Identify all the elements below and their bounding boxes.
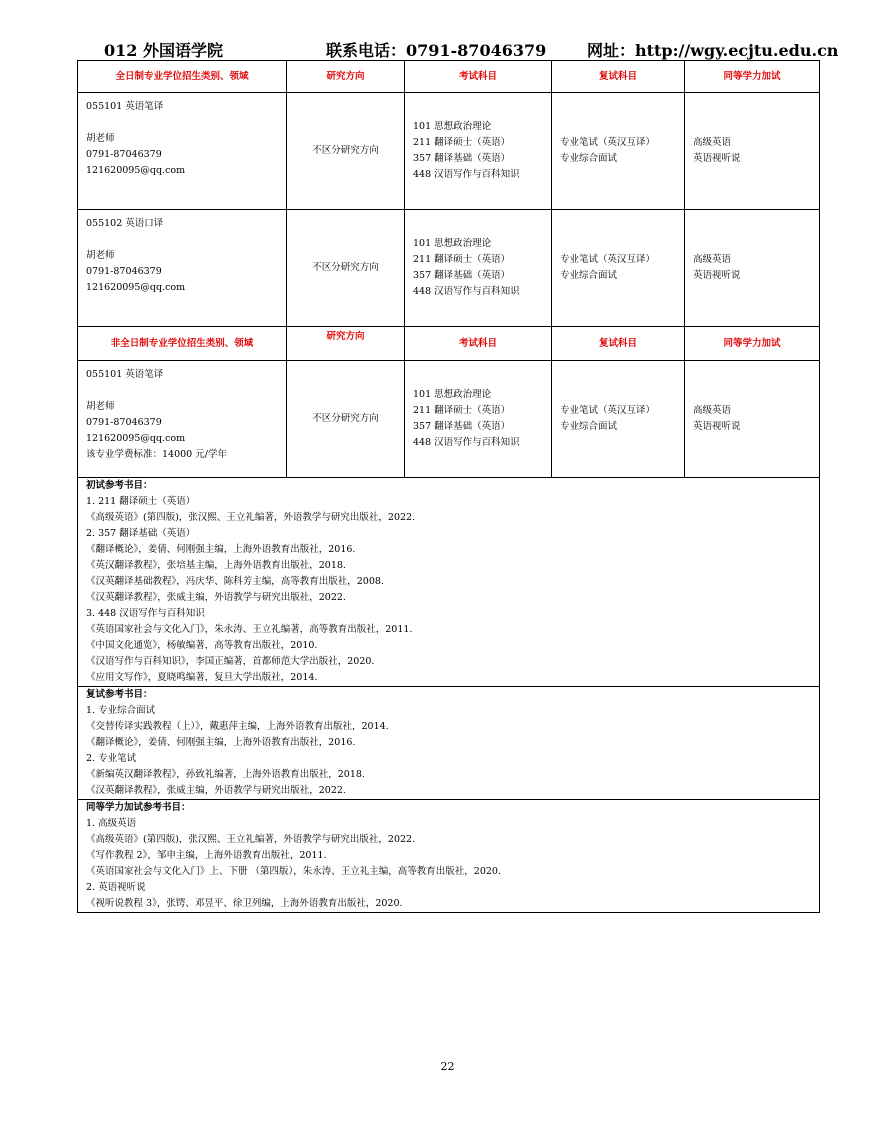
equiv-refs: [78, 800, 820, 913]
program-direction: 不区分研究方向: [287, 361, 405, 478]
header-category: 全日制专业学位招生类别、领域: [78, 61, 287, 93]
ref-line: 1. 211 翻译硕士（英语）: [86, 496, 196, 507]
exam-item: 357 翻译基础（英语）: [413, 421, 511, 432]
program-email[interactable]: 121620095@qq.com: [86, 165, 186, 176]
equiv-refs-row: [78, 800, 820, 913]
ref-line: 《英汉翻译教程》，张培基主编，上海外语教育出版社，2018.: [86, 560, 346, 571]
ref-line: 《高级英语》(第四版)，张汉熙、王立礼编著，外语教学与研究出版社，2022.: [86, 512, 416, 523]
header-retest: 复试科目: [552, 61, 685, 93]
table-row: [78, 93, 820, 210]
page-number: 22: [440, 1060, 455, 1073]
program-retest: [552, 361, 685, 478]
header-direction: 研究方向: [287, 61, 405, 93]
table-row: [78, 210, 820, 327]
equiv-refs-title: 同等学力加试参考书目：: [86, 802, 191, 813]
program-exams: [405, 210, 552, 327]
department-title: 012 外国语学院: [104, 41, 223, 60]
retest-item: 专业综合面试: [560, 270, 618, 281]
program-contact: 胡老师: [86, 133, 115, 144]
program-extra: [685, 210, 820, 327]
ref-line: 《汉英翻译教程》，张威主编，外语教学与研究出版社，2022.: [86, 592, 346, 603]
ref-line: 《视听说教程 3》，张锷、邓昱平、徐卫列编，上海外语教育出版社，2020.: [86, 898, 403, 909]
retest-refs-title: 复试参考书目：: [86, 689, 153, 700]
program-retest: [552, 210, 685, 327]
exam-item: 211 翻译硕士（英语）: [413, 254, 511, 265]
ref-line: 《汉英翻译教程》，张威主编，外语教学与研究出版社，2022.: [86, 785, 346, 796]
retest-item: 专业笔试（英汉互译）: [560, 405, 656, 416]
exam-item: 211 翻译硕士（英语）: [413, 137, 511, 148]
ref-line: 《英语国家社会与文化入门》，朱永涛、王立礼编著，高等教育出版社，2011.: [86, 624, 413, 635]
contact-phone: 联系电话：0791-87046379: [326, 41, 547, 60]
initial-refs-row: [78, 478, 820, 687]
exam-item: 101 思想政治理论: [413, 238, 492, 249]
ref-line: 《英语国家社会与文化入门》上、下册 （第四版），朱永涛、王立礼主编，高等教育出版社，2020.: [86, 866, 501, 877]
program-direction: 不区分研究方向: [287, 210, 405, 327]
program-code: 055101 英语笔译: [86, 101, 164, 112]
program-extra: [685, 361, 820, 478]
header-direction: 研究方向: [287, 327, 405, 361]
initial-refs-title: 初试参考书目：: [86, 480, 153, 491]
ref-line: 2. 英语视听说: [86, 882, 146, 893]
website-link[interactable]: 网址：http://wgy.ecjtu.edu.cn: [587, 41, 839, 60]
program-direction: 不区分研究方向: [287, 93, 405, 210]
ref-line: 《应用文写作》，夏晓鸣编著，复旦大学出版社，2014.: [86, 672, 318, 683]
extra-item: 英语视听说: [693, 270, 741, 281]
admissions-table: [77, 60, 820, 913]
program-extra: [685, 93, 820, 210]
extra-item: 高级英语: [693, 137, 732, 148]
header-exams: 考试科目: [405, 327, 552, 361]
ref-line: 《汉英翻译基础教程》，冯庆华、陈科芳主编，高等教育出版社，2008.: [86, 576, 384, 587]
extra-item: 高级英语: [693, 405, 732, 416]
header-exams: 考试科目: [405, 61, 552, 93]
retest-item: 专业综合面试: [560, 421, 618, 432]
ref-line: 《高级英语》(第四版)，张汉熙、王立礼编著，外语教学与研究出版社，2022.: [86, 834, 416, 845]
table-header-full-time: [78, 61, 820, 93]
program-code: 055102 英语口译: [86, 218, 164, 229]
program-retest: [552, 93, 685, 210]
program-info: [78, 361, 287, 478]
ref-line: 《新编英汉翻译教程》，孙致礼编著，上海外语教育出版社，2018.: [86, 769, 365, 780]
exam-item: 101 思想政治理论: [413, 389, 492, 400]
program-phone: 0791-87046379: [86, 149, 162, 160]
ref-line: 2. 357 翻译基础（英语）: [86, 528, 196, 539]
retest-refs: [78, 687, 820, 800]
retest-item: 专业笔试（英汉互译）: [560, 254, 656, 265]
program-code: 055101 英语笔译: [86, 369, 164, 380]
extra-item: 高级英语: [693, 254, 732, 265]
ref-line: 《汉语写作与百科知识》，李国正编著，首都师范大学出版社，2020.: [86, 656, 375, 667]
page-header: [104, 38, 839, 60]
retest-refs-row: [78, 687, 820, 800]
header-extra: 同等学力加试: [685, 61, 820, 93]
ref-line: 2. 专业笔试: [86, 753, 137, 764]
program-contact: 胡老师: [86, 250, 115, 261]
program-info: [78, 93, 287, 210]
ref-line: 《翻译概论》，姜倩、何刚强主编，上海外语教育出版社，2016.: [86, 737, 356, 748]
program-contact: 胡老师: [86, 401, 115, 412]
ref-line: 《中国文化通览》，杨敏编著，高等教育出版社，2010.: [86, 640, 318, 651]
program-exams: [405, 93, 552, 210]
retest-item: 专业综合面试: [560, 153, 618, 164]
extra-item: 英语视听说: [693, 421, 741, 432]
extra-item: 英语视听说: [693, 153, 741, 164]
retest-item: 专业笔试（英汉互译）: [560, 137, 656, 148]
exam-item: 448 汉语写作与百科知识: [413, 169, 520, 180]
program-exams: [405, 361, 552, 478]
exam-item: 211 翻译硕士（英语）: [413, 405, 511, 416]
header-retest: 复试科目: [552, 327, 685, 361]
ref-line: 1. 专业综合面试: [86, 705, 156, 716]
ref-line: 《写作教程 2》，邹申主编，上海外语教育出版社，2011.: [86, 850, 327, 861]
exam-item: 357 翻译基础（英语）: [413, 270, 511, 281]
program-email[interactable]: 121620095@qq.com: [86, 433, 186, 444]
program-phone: 0791-87046379: [86, 266, 162, 277]
exam-item: 357 翻译基础（英语）: [413, 153, 511, 164]
initial-refs: [78, 478, 820, 687]
program-info: [78, 210, 287, 327]
exam-item: 101 思想政治理论: [413, 121, 492, 132]
ref-line: 3. 448 汉语写作与百科知识: [86, 608, 205, 619]
program-phone: 0791-87046379: [86, 417, 162, 428]
ref-line: 《交替传译实践教程（上）》，戴惠萍主编，上海外语教育出版社，2014.: [86, 721, 389, 732]
exam-item: 448 汉语写作与百科知识: [413, 286, 520, 297]
program-fee: 该专业学费标准：14000 元/学年: [86, 449, 227, 460]
exam-item: 448 汉语写作与百科知识: [413, 437, 520, 448]
table-row: [78, 361, 820, 478]
header-category: 非全日制专业学位招生类别、领域: [78, 327, 287, 361]
program-email[interactable]: 121620095@qq.com: [86, 282, 186, 293]
ref-line: 《翻译概论》，姜倩、何刚强主编，上海外语教育出版社，2016.: [86, 544, 356, 555]
table-header-part-time: [78, 327, 820, 361]
ref-line: 1. 高级英语: [86, 818, 137, 829]
header-extra: 同等学力加试: [685, 327, 820, 361]
